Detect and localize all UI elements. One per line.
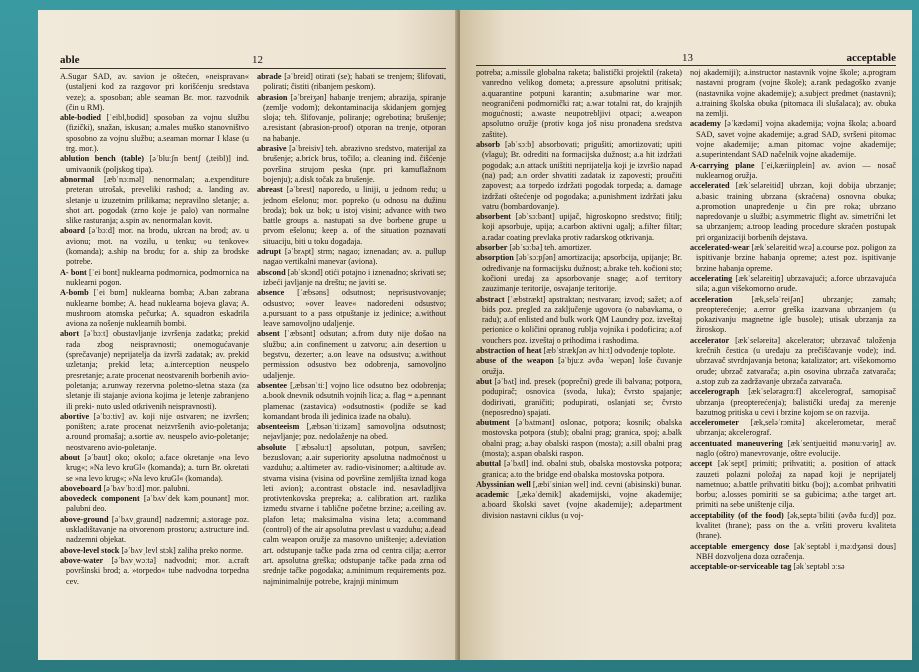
entry-headword: aboveboard — [60, 483, 102, 493]
entry-headword: academy — [690, 119, 721, 129]
dictionary-entry: about [əˈbaut] oko; okolo; a.face okretanje »na levo krug«; »Na levo kruGl« (komanda); a. turn Br. okretati se »na levo krug«; »Na levo kruGl« (komanda). — [60, 452, 249, 483]
entry-headword: abutment — [476, 418, 510, 428]
entry-headword: absence — [257, 288, 285, 298]
entry-headword: accelerated-wear — [690, 243, 750, 253]
dictionary-entry: absence [ˈæbsəns] odsutnost; neprisustvovanje; odsustvo; »over leave« nadoredeni odsustvo; a.pursuant to a pass otpuštanje iz jedinice; a.without leave samovoljno udaljenje. — [257, 288, 446, 329]
left-column-2 — [257, 72, 446, 587]
dictionary-entry: acceptability (of the food) [ək,septəˈbiliti (əvðə fuːd)] poz. kvalitet (hrane); pass on the a. vršiti proveru kvaliteta (hrane). — [690, 510, 896, 541]
entry-headword: accelerator — [690, 335, 730, 345]
running-head-left: able — [60, 54, 80, 66]
dictionary-entry: accelerometer [æk,seləˈrɔmitə] akcelerometar, merač ubrzanja; akcelerograf. — [690, 418, 896, 438]
entry-headword: accelerated — [690, 181, 730, 191]
dictionary-entry: abscond [əbˈskɔnd] otići potajno i iznenadno; skrivati se; izbeći javljanje na dreštu; ne javiti se. — [257, 267, 446, 287]
entry-headword: accentuated maneuvering — [690, 438, 783, 448]
header-rule-right — [476, 65, 896, 66]
dictionary-entry: abutment [əˈbʌtmənt] oslonac, potpora; kosnik; obalska mostovska potpora (stub); obalni prag; granica, spoj; a.balk obalni prag; a.bay obalski raspon (mosta); a.sill obalni prag (mosta); a.span obalski raspon. — [476, 418, 682, 458]
dictionary-entry: accelerograph [ækˈselərəgrɑːf] akcelerograf, samopisač ubrzanja (preopterećenja); balistički uređaj za merenje bazutnog pritiska u cevi i brzine kojom se on razvija. — [690, 387, 896, 417]
entry-headword: able-bodied — [60, 113, 101, 123]
dictionary-entry: absorber [əbˈsɔːbə] teh. amortizer. — [476, 243, 592, 253]
dictionary-entry: above-ground [əˈbʌvˌgraund] nadzemni; a.storage poz. uskladištavanje na otvorenom prostoru; a.structure ind. nadzemni objekat. — [60, 514, 249, 545]
entry-headword: accelerograph — [690, 387, 740, 397]
entry-headword: absorbent — [476, 212, 512, 222]
header-rule-left — [60, 68, 446, 69]
dictionary-entry: A.Sugar SAD, av. savion je oštećen, »neispravan« (ustaljeni kod za razgovor pri korišćenju sredstava veze); a. sposoban; able seaman Br. mor. razvodnik (čin u RM). — [60, 72, 249, 112]
right-page — [460, 10, 912, 660]
dictionary-entry: accelerated-wear [ækˈseləreitid wɛə] a.course poz. poligon za ispitivanje brzine habanja opreme; a.test poz. ispitivanje brzine habanja opreme. — [690, 243, 896, 273]
entry-headword: acceleration — [690, 294, 733, 304]
dictionary-entry: noj akademiji); a.instructor nastavnik vojne škole; a.program nastavni program (vojne škole); a.rank pedagoško zvanje (nastavnika vojne akademije); a.subject predmet (nastavni); a.training školska obuka (pitomaca ili slušalaca); av. obuka na zemlji. — [690, 68, 896, 119]
entry-headword: acceptable emergency dose — [690, 541, 790, 551]
dictionary-entry: Abyssinian well [,æbiˈsiniən wel] ind. cevni (abisinski) bunar. — [476, 479, 682, 489]
dictionary-entry: acceptable emergency dose [əkˈseptəbl iˌməːdʒənsi dous] NBH dozvoljena doza ozračenja. — [690, 541, 896, 561]
dictionary-entry: abut [əˈbʌt] ind. presek (poprečni) grede ili balvana; potpora, podupirač; osnovica (svoda, luka); čvrsto spajanje; dodirivati, graničiti; podupirati, oslanjati se; čvrsto (neposredno) spajati. — [476, 376, 682, 417]
entry-headword: abuttal — [476, 459, 502, 469]
entry-headword: abrade — [257, 72, 282, 81]
dictionary-entry: abuttal [əˈbʌtl] ind. obalni stub, obalska mostovska potpora; granica; a.to the bridge end obalska mostovska potpora. — [476, 459, 682, 479]
dictionary-entry: acceleration [æk,seləˈreiʃən] ubrzanje; zamah; preopterećenje; a.error greška izazvana ubrzanjem (u pokazivanju magnetne igle busole); utisak ubrzanja za žiroskop. — [690, 294, 896, 335]
entry-headword: above-water — [60, 555, 104, 565]
entry-headword: about — [60, 452, 81, 462]
dictionary-entry: academic [,ækəˈdemik] akademijski, vojne akademije; a.board školski savet (vojne akademije); a.department division nastavni ciklus (u voj- — [476, 490, 682, 520]
dictionary-entry: abrasion [əˈbreiʒən] habanje trenjem; abrazija, spiranje (zemlje vodom); dekontaminacija skidanjem gornjeg sloja; teh. šlifovanje, poliranje; ogrebotina; brušenje; a.resistant (abrasion-proof) otporan na trenje, otporan na habanje. — [257, 92, 446, 143]
dictionary-entry: absenteeism [,æbsənˈtiːizəm] samovoljna odsutnost; nejavljanje; poz. nedolaženje na obed. — [257, 422, 446, 442]
entry-headword: abstraction of heat — [476, 346, 542, 356]
dictionary-entry: abuse of the weapon [əˈbjuːz əvðə ˈwepən] loše čuvanje oružja. — [476, 356, 682, 376]
entry-headword: abort — [60, 329, 80, 339]
dictionary-entry: abnormal [æbˈnɔːməl] nenormalan; a.expenditure preteran utrošak, preveliki rashod; a. landing av. sletanje u izuzetnim prilikama; nepravilno sletanje; a. shot art. pogodak (zrno koje je palo) van normalne slike rasturanja; a.spin av. nenormalan kovit. — [60, 174, 249, 226]
entry-headword: abscond — [257, 267, 286, 277]
entry-headword: absent — [257, 329, 280, 339]
entry-headword: absentee — [257, 380, 288, 390]
entry-headword: accept — [690, 459, 713, 469]
dictionary-entry: potreba; a.missile globalna raketa; balistički projektil (raketa) vanredno velikog dometa; a.pressure apsolutni pritisak; a.quarantine potpuni karantin; a.submarine war mor. neograničeni podmornički rat; a.war totalni rat, do krajnjih mogućnosti; a.waste neupotrebljivi otpaci; a.weapon apsolutno oružje (protiv koga još nisu pronađena sredstva zaštite). — [476, 68, 682, 139]
dictionary-entry: A- bont [ˈei bont] nuklearna podmornica, podmornica na nuklearni pogon. — [60, 267, 249, 287]
right-columns — [476, 68, 896, 573]
dictionary-entry: abstraction of heat [æbˈstrækʃən əv hiːt] odvođenje toplote. — [476, 346, 676, 356]
dictionary-entry: abort [əˈbɔːt] obustavljanje izvršenja zadatka; prekid rada zbog neispravnosti; onemogućavanje (sprečavanje) neprijatelja da izvrši zadatak; av. prekid uzletanja; prekid leta; a.interception neuspelo presretanje; a.rate procenat neostvarenih borbenih avio-poletanja; a.runway rezervna poletno-sletna staza (za sletanje ili stajanje aviona kojima je letenje zabranjeno ili preki- nuto usled otkrivenih neispravnosti). — [60, 329, 249, 411]
entry-headword: acceptable-or-serviceable tag — [690, 562, 792, 572]
entry-headword: abreast — [257, 185, 283, 195]
page-number-right: 13 — [682, 52, 693, 64]
left-column-1 — [60, 72, 249, 587]
dictionary-entry: absent [ˈæbsənt] odsutan; a.from duty nije došao na službu; a.in confinement u zatvoru; a.in desertion u begstvu, dezerter; a.on leave na odsustvu; a.without permission odsustvo bez odobrenja, samovoljno udaljenje. — [257, 329, 446, 380]
dictionary-entry: ablution bench (table) [əˈbluːʃn bentʃ (,teibl)] ind. umivaonik (poljskog tipa). — [60, 154, 249, 174]
entry-headword: absenteeism — [257, 422, 300, 432]
entry-headword: abut — [476, 376, 492, 386]
dictionary-entry: A-carrying plane [ˈei,kæriiŋplein] av. avion — nosač nuklearnog oružja. — [690, 160, 896, 180]
dictionary-entry: absorb [əbˈsɔːb] absorbovati; prigušiti; amortizovati; upiti (vlagu); Br. odrediti na formacijska dužnost; a.a hit izdržati pogodak; a.n attack uništiti neprijatelja koji je izvršio napad (na) pad; a.n order shvatiti zadatak iz zapovesti; proučiti zapovest; a.a torpedo izdržati pogodak torpeda; a. damage izdržati oštećenje od pogodaka; a.punishment izdržati jaku vatru (bombardovanje). — [476, 140, 682, 211]
entry-headword: absolute — [257, 442, 287, 452]
left-columns — [60, 72, 446, 587]
entry-headword: abuse of the weapon — [476, 356, 554, 366]
dictionary-entry: absorbent [əbˈsɔːbənt] upijač, higroskopno sredstvo; fitilj; koji apsorbuje, upija; a.carbon aktivni ugalj; a.filter filtar; a.radar coating prevlaka protiv radarskog otkrivanja. — [476, 212, 682, 242]
dictionary-entry: accelerated [ækˈseləreitid] ubrzan, koji dobija ubrzanje; a.basic training ubrzana (skraćena) osnovna obuka; a.promotion unapređenje u čin pre roka; ubrzano napredovanje u službi; a.symmetric flight av. simetrični let sa ubrzanjem; a.troop leading procedure skraćen postupak pri organizaciji borbenih dejstava. — [690, 181, 896, 242]
entry-headword: accelerometer — [690, 418, 739, 428]
dictionary-entry: aboveboard [əˈbʌvˈbɔːd] mor. palubni. — [60, 483, 190, 493]
entry-headword: academic — [476, 490, 509, 500]
dictionary-entry: above-water [əˈbʌvˌwɔːtə] nadvodni; mor. a.craft površinski brod; a. »torpedo« tube nadvodna torpedna cev. — [60, 555, 249, 586]
entry-headword: abstract — [476, 294, 505, 304]
entry-headword: aboard — [60, 226, 86, 236]
dictionary-entry: abovedeck component [əˈbʌvˈdek kəmˌpounənt] mor. palubni deo. — [60, 494, 249, 514]
dictionary-entry: academy [əˈkædəmi] vojna akademija; vojna škola; a.board SAD, savet vojne akademije; a.grad SAD, svršeni pitomac vojne akademije; a.man pitomac vojne akademije; a.superintendant SAD načelnik vojne akademije. — [690, 119, 896, 160]
entry-headword: accelerating — [690, 273, 733, 283]
dictionary-entry: accentuated maneuvering [ækˈsentjueitid mənuːvəriŋ] av. naglo (oštro) manevrovanje, oštre evolucije. — [690, 438, 896, 458]
dictionary-entry: abrasive [əˈbreisiv] teh. abrazivno sredstvo, materijal za brušenje; a.brick brus, točilo; a. cleaning ind. čišćenje površina strujom peska (npr. pri kamuflažnom bojenju); a.disk točak za brušenje. — [257, 144, 446, 184]
dictionary-entry: abstract [ˈæbstrækt] apstraktan; nestvaran; izvod; sažet; a.of bids poz. pregled za zaključenje ugovora (o nabavkama, o radu); a.of enlisted and bulk work QM Laundry poz. izveštaj perionice o količini opranog rublja vojnika i podoficira; a.of vouchers poz. izveštaj o prihodima i rashodima. — [476, 294, 682, 345]
entry-headword: adrupt — [257, 247, 282, 257]
entry-headword: abrasion — [257, 92, 288, 102]
right-column-1 — [476, 68, 682, 573]
left-page — [38, 10, 458, 660]
entry-headword: abrasive — [257, 144, 287, 154]
dictionary-entry: acceptable-or-serviceable tag [əkˈseptəbl ɔːsə — [690, 562, 845, 572]
entry-headword: absorption — [476, 253, 514, 263]
page-number-left: 12 — [252, 54, 263, 66]
dictionary-entry: accept [əkˈsept] primiti; prihvatiti; a. position of attack zauzeti polazni položaj za napad koji je neprijatelj nametnuo; a.battle prihvatiti bitku (boj); a.combat prihvatiti borbu; a.losses pomiriti se sa gubicima; a.the target art. primiti na sebe uništenje cilja. — [690, 459, 896, 510]
entry-headword: ablution bench (table) — [60, 154, 144, 164]
entry-headword: A-bomb — [60, 288, 89, 298]
entry-headword: A- bont — [60, 267, 87, 277]
entry-headword: above-level stock — [60, 545, 120, 555]
entry-headword: abovedeck component — [60, 494, 140, 504]
dictionary-entry: abortive [əˈbɔːtiv] av. koji nije ostvaren; ne izvršen; poništen; a.rate procenat neizvršenih avio-poletanja; a.round promašaj; a.sortie av. neuspelo avio-poletanje; neostvareno avio-poletanje. — [60, 411, 249, 452]
dictionary-entry: absolute [ˈæbsəluːt] apsolutan, potpun, savršen; bezuslovan; a.air superiority apsolutna nadmoćnost u vazduhu; a.altimeter av. radio-visinomer; a.altitude av. stvarna visina (visina od površine zemljišta iznad koga leti avion); a.contrast obstacle ind. nesavladljiva protivtenkovska prepreka; a. calibration art. razlika između stvarne i tablične početne brzine; a.ceiling av. plafon leta; maksimalna visina leta; a.command (control) of the air apsolutna prevlast u vazduhu; a.dead calm weapon oružje za masovno uništenje; a.deviation art. odstupanje tačke pada zrna od centra cilja; a.error art. apsolutna greška; odstupanje tačke pada zrna od srednje tačke pogodaka; a.minimum requirements poz. najminimalnije potrebe, krajnji minimum — [257, 442, 447, 586]
dictionary-entry: abreast [əˈbrest] naporedo, u liniji, u jednom redu; u jednom ešelonu; mor. popreko (u odnosu na dužinu broda); bok uz bok; u istoj visini; advance with two battle groups a. nastupati sa dve borbene grupe u prvom ešelonu; keep a. of the situation poznavati situaciju, biti u toku događaja. — [257, 185, 446, 246]
dictionary-entry: accelerator [ækˈseləreitə] akcelerator; ubrzavač taloženja krečnih čestica (u uređaju za prečišćavanje vode); ind. ubrzavač stvrdnjavanja betona; katalizator; art. višekomorno oruđe; ubrzač zatvarača; a.pin osovina ubrzača zatvarača; a.stop zub za zadržavanje ubrzača zatvarača. — [690, 335, 896, 386]
entry-headword: above-ground — [60, 514, 109, 524]
entry-headword: acceptability (of the food) — [690, 510, 784, 520]
dictionary-entry: accelerating [ækˈseləreitiŋ] ubrzavajući; a.force ubrzavajuća sila; a.gun višekomorno oruđe. — [690, 273, 896, 294]
dictionary-entry: able-bodied [ˈeibl,bɒdid] sposoban za vojnu službu (fizički), snažan, iskusan; a.males muško stanovništvo sposobno za vojnu službu; a.seaman mornar I klase (u trg. mor.). — [60, 113, 249, 154]
dictionary-entry: above-level stock [əˈbʌvˌlevl stɔk] zaliha preko norme. — [60, 545, 244, 555]
dictionary-entry: absentee [,æbsənˈtiː] vojno lice odsutno bez odobrenja; a.book dnevnik odsutnih vojnih lica; a. flag = a.pennant plamenac (zastavica) »odsutnosti« (podiže se kad komandant broda ili jedinica izađe na obalu). — [257, 380, 446, 421]
right-column-2 — [690, 68, 896, 573]
entry-headword: abortive — [60, 411, 90, 421]
dictionary-entry: A-bomb [ˈei bɒm] nuklearna bomba; A.ban zabrana nuklearne bombe; A. head nuklearna bojeva glava; A. mushroom atomska pečurka; A. squadron eskadrila aviona za nošenje nuklearnih bombi. — [60, 288, 249, 329]
entry-headword: Abyssinian well — [476, 479, 531, 489]
entry-headword: absorber — [476, 243, 508, 253]
running-head-right: acceptable — [846, 52, 896, 64]
entry-headword: abnormal — [60, 174, 95, 184]
dictionary-entry: abrade [əˈbreid] otirati (se); habati se trenjem; šlifovati, polirati; čistiti (ribanjem peskom). — [257, 72, 446, 92]
dictionary-entry: absorption [əbˈsɔːpʃən] amortizacija; apsorbcija, upijanje; Br. određivanje na formacijsku dužnost; a.brake teh. kočioni sto; kočioni uređaj za apsorbovanje snage; a.of territory zauzimanje teritorije, osvajanje teritorije. — [476, 253, 682, 294]
dictionary-entry: aboard [əˈbɔːd] mor. na brodu, ukrcan na brod; av. u avionu; mot. na vozilu, u tenku; »u tenkove« (komanda); a.ship na brodu; for a. ship za brodske potrebe. — [60, 226, 249, 267]
entry-headword: absorb — [476, 140, 501, 150]
entry-headword: A-carrying plane — [690, 160, 755, 170]
dictionary-entry: adrupt [əˈbrʌpt] strm; nagao; iznenadan; av. a. pullup nagao vertikalni manevar (aviona). — [257, 247, 446, 267]
